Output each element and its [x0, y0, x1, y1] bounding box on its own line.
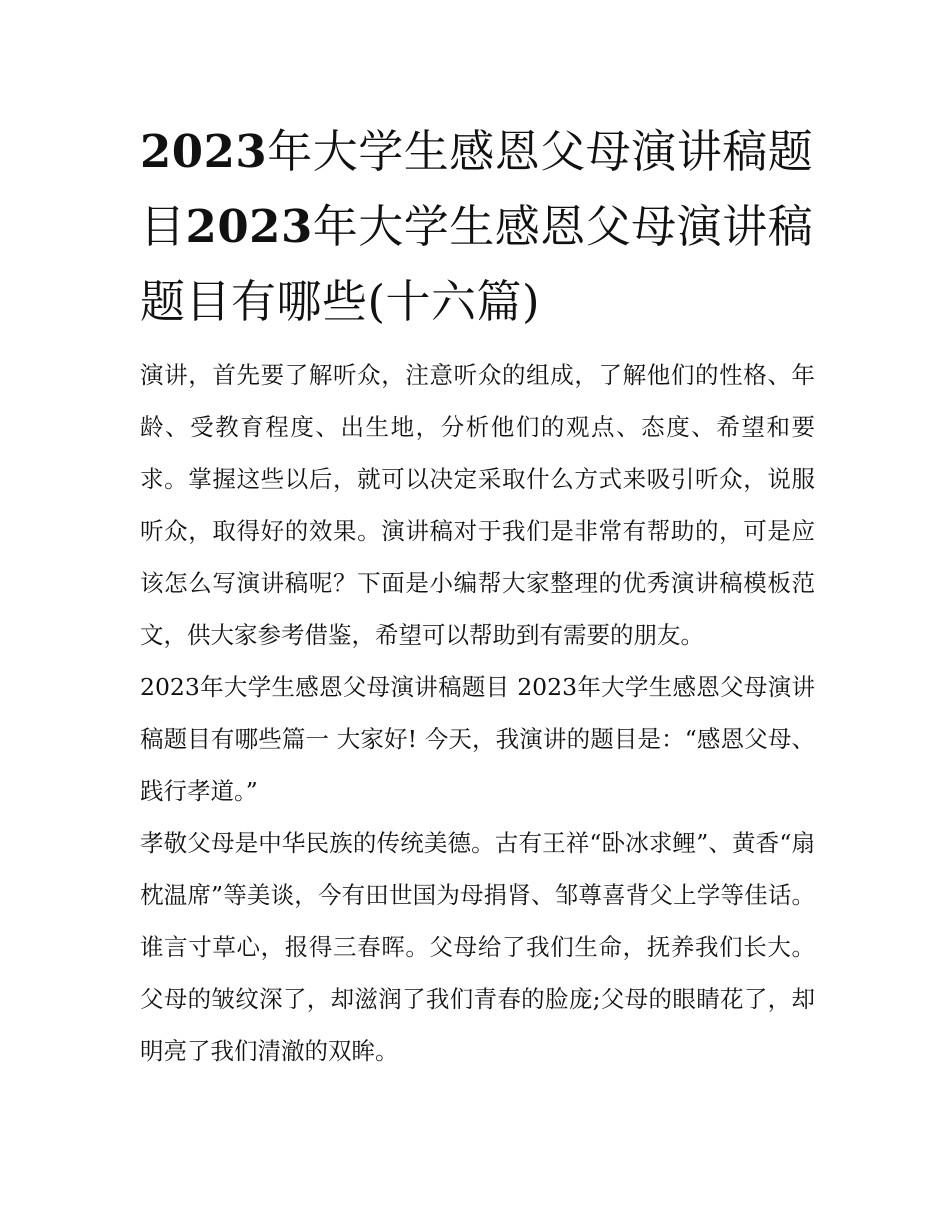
- document-title: [140, 114, 815, 339]
- document-body: [140, 114, 815, 1077]
- filial-piety-paragraph: 孝敬父母是中华民族的传统美德。古有王祥“卧冰求鲤”、黄香“扇枕温席”等美谈，今有田世国为母捐肾、邹尊喜背父上学等佳话。谁言寸草心，报得三春晖。父母给了我们生命，抚养我们长大。父母的皱纹深了，却滋润了我们青春的脸庞;父母的眼睛花了，却明亮了我们清澈的双眸。: [140, 829, 815, 1065]
- title-text-1: 年大学生感恩父母演讲稿题目: [140, 125, 814, 253]
- speech-opening-paragraph: 2023年大学生感恩父母演讲稿题目 2023年大学生感恩父母演讲稿题目有哪些篇一 大家好! 今天，我演讲的题目是：“感恩父母、践行孝道。”: [140, 673, 815, 805]
- intro-paragraph: 演讲，首先要了解听众，注意听众的组成，了解他们的性格、年龄、受教育程度、出生地，分析他们的观点、态度、希望和要求。掌握这些以后，就可以决定采取什么方式来吸引听众，说服听众，取得好的效果。演讲稿对于我们是非常有帮助的，可是应该怎么写演讲稿呢？下面是小编帮大家整理的优秀演讲稿模板范文，供大家参考借鉴，希望可以帮助到有需要的朋友。: [140, 361, 815, 649]
- title-text-2: 年大学生感恩父母演讲稿题目有哪些(十六篇): [140, 200, 814, 328]
- title-year-1: 2023: [140, 125, 268, 178]
- title-year-2: 2023: [185, 200, 313, 253]
